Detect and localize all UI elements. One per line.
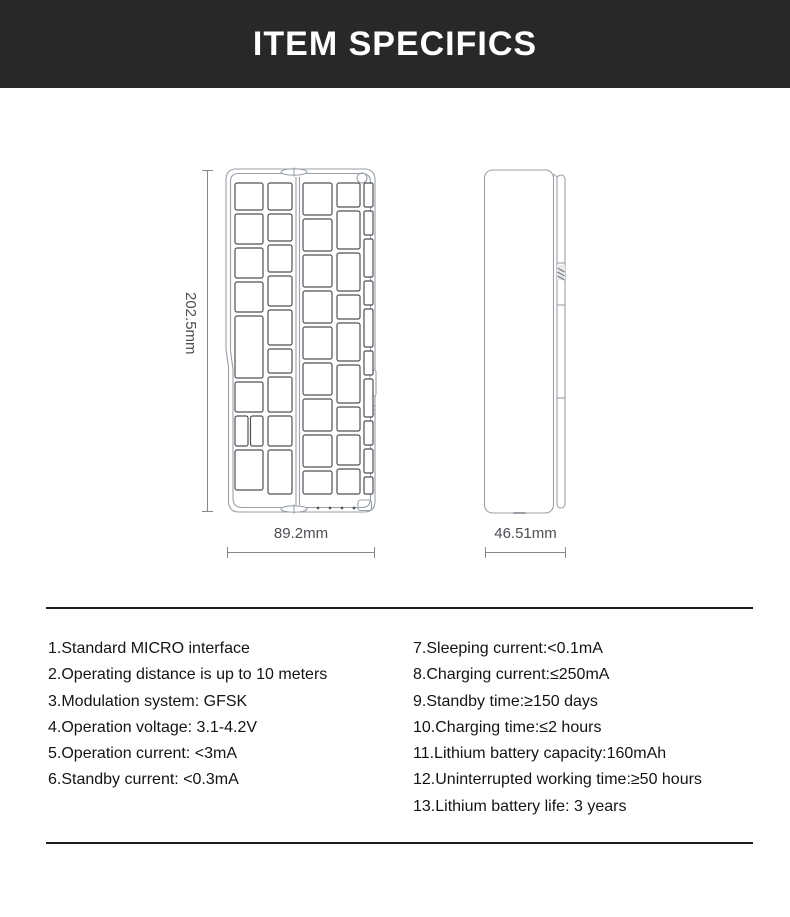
keyboard-side-view-svg — [483, 168, 567, 515]
spec-item: 1.Standard MICRO interface — [48, 640, 250, 657]
spec-item: 2.Operating distance is up to 10 meters — [48, 666, 328, 684]
dimension-tick — [565, 547, 566, 558]
dimension-tick — [374, 547, 375, 558]
height-dimension-label: 202.5mm — [182, 292, 199, 355]
dimension-tick — [202, 511, 213, 512]
spec-item: 3.Modulation system: GFSK — [48, 692, 248, 710]
side-body — [485, 170, 554, 513]
spec-item: 4.Operation voltage: 3.1-4.2V — [48, 718, 258, 736]
side-width-dimension-line — [485, 552, 566, 553]
dimension-tick — [227, 547, 228, 558]
height-dimension-line — [207, 170, 208, 512]
spec-item: 12.Uninterrupted working time:≥50 hours — [413, 771, 702, 789]
spec-item: 9.Standby time:≥150 days — [413, 692, 598, 710]
page-title: ITEM SPECIFICS — [252, 24, 538, 63]
front-width-dimension-label: 89.2mm — [273, 525, 329, 542]
spec-item: 10.Charging time:≤2 hours — [413, 718, 602, 736]
keyboard-front-view-svg — [224, 167, 377, 515]
separator-line-top — [46, 607, 753, 609]
bottom-foot — [513, 512, 526, 514]
spec-item: 8.Charging current:≤250mA — [413, 666, 610, 684]
spec-item: 5.Operation current: <3mA — [48, 745, 237, 763]
dimension-tick — [485, 547, 486, 558]
dimension-tick — [202, 170, 213, 171]
keyboard-keys — [235, 183, 373, 494]
header-banner — [0, 0, 790, 88]
keyboard-front-view-drawing — [224, 167, 377, 515]
keyboard-side-view-drawing — [483, 168, 567, 515]
front-width-dimension-line — [227, 552, 375, 553]
spec-item: 6.Standby current: <0.3mA — [48, 771, 239, 789]
side-edge-strip — [557, 175, 565, 508]
spec-item: 7.Sleeping current:<0.1mA — [413, 640, 603, 657]
spec-item: 13.Lithium battery life: 3 years — [413, 797, 627, 815]
technical-drawing-area — [0, 88, 790, 608]
power-led-circle — [357, 173, 367, 183]
bottom-button — [358, 500, 372, 511]
separator-line-bottom — [46, 842, 753, 844]
spec-list-left — [48, 636, 327, 794]
spec-list-right — [413, 636, 702, 820]
spec-item: 11.Lithium battery capacity:160mAh — [413, 745, 667, 763]
side-width-dimension-label: 46.51mm — [494, 525, 557, 542]
